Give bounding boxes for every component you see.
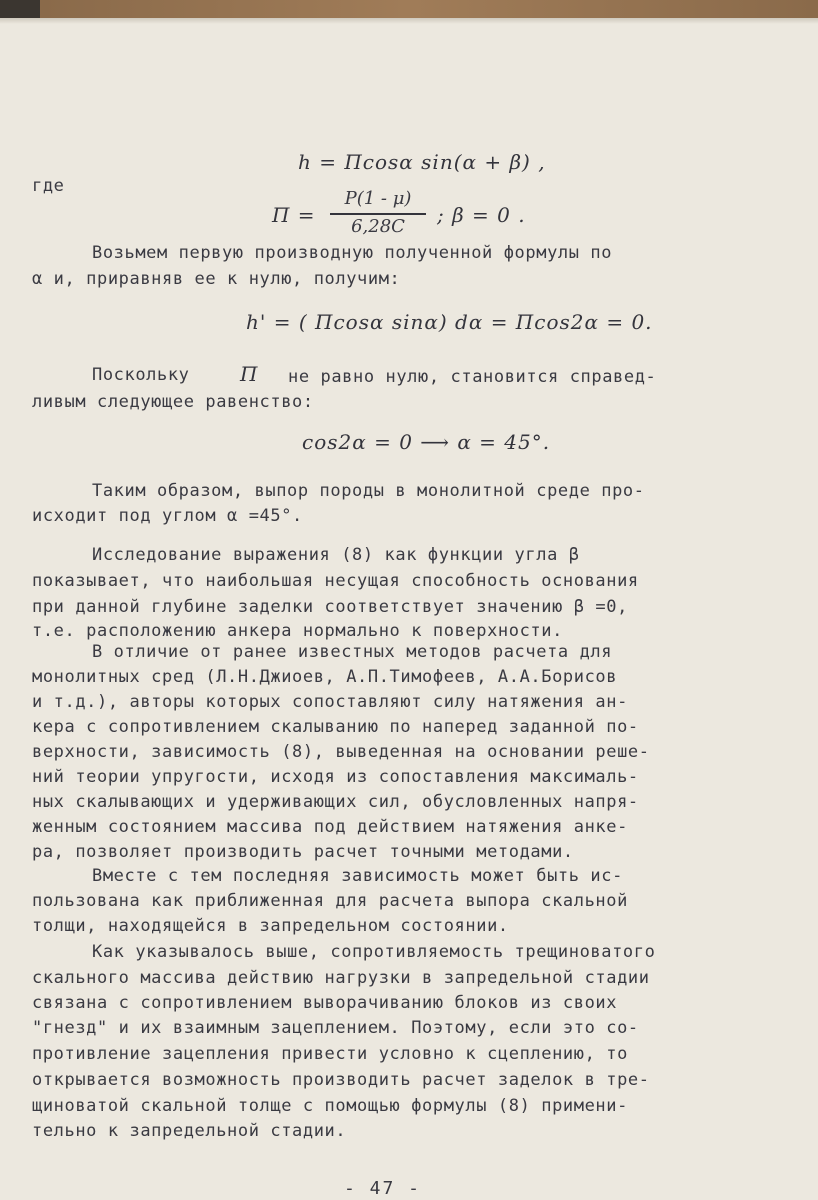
formula-h: h = Пcosα sin(α + β) , [298, 150, 546, 174]
symbol-pi: П [240, 362, 258, 386]
text-line: Исследование выражения (8) как функции угла β [92, 545, 580, 565]
text-line: женным состоянием массива под действием натяжения анке- [32, 817, 628, 837]
text-line: исходит под углом α =45°. [32, 506, 303, 526]
text-line: показывает, что наибольшая несущая способность основания [32, 571, 639, 591]
text-line: тельно к запредельной стадии. [32, 1121, 347, 1141]
text-line: Поскольку [92, 365, 190, 385]
text-line: не равно нулю, становится справед- [288, 367, 657, 387]
formula-derivative: h' = ( Пcosα sinα) dα = Пcos2α = 0. [246, 310, 653, 334]
formula-p-lhs: П = [272, 203, 316, 227]
text-line: Возьмем первую производную полученной формулы по [92, 243, 613, 263]
text-line: В отличие от ранее известных методов расчета для [92, 642, 613, 662]
text-line: открывается возможность производить расчет заделок в тре- [32, 1070, 650, 1090]
text-line: ливым следующее равенство: [32, 392, 314, 412]
text-line: т.е. расположению анкера нормально к поверхности. [32, 621, 563, 641]
text-line: толщи, находящейся в запредельном состоянии. [32, 916, 509, 936]
formula-beta: ; β = 0 . [437, 203, 526, 227]
text-line: монолитных сред (Л.Н.Джиоев, А.П.Тимофеев, А.А.Борисов [32, 667, 618, 687]
fraction-bar [330, 213, 426, 215]
text-line: связана с сопротивлением выворачиванию блоков из своих [32, 993, 618, 1013]
text-line: верхности, зависимость (8), выведенная на основании реше- [32, 742, 650, 762]
text-line: кера с сопротивлением скалыванию по наперед заданной по- [32, 717, 639, 737]
page-number: - 47 - [344, 1178, 422, 1199]
text-line: ра, позволяет производить расчет точными методами. [32, 842, 574, 862]
text-line: ных скалывающих и удерживающих сил, обусловленных напря- [32, 792, 639, 812]
text-line: ний теории упругости, исходя из сопоставления максималь- [32, 767, 639, 787]
text-line: щиноватой скальной толще с помощью формулы (8) примени- [32, 1096, 628, 1116]
text-line: пользована как приближенная для расчета выпора скальной [32, 891, 628, 911]
text-line: α и, приравняв ее к нулю, получим: [32, 269, 401, 289]
text-line: "гнезд" и их взаимным зацеплением. Поэтому, если это со- [32, 1018, 639, 1038]
formula-p-denominator: 6,28C [351, 216, 405, 237]
formula-cos2a: cos2α = 0 ⟶ α = 45°. [302, 430, 551, 454]
text-line: Вместе с тем последняя зависимость может быть ис- [92, 866, 623, 886]
formula-p-numerator: P(1 - μ) [344, 188, 412, 209]
text-line: скального массива действию нагрузки в запредельной стадии [32, 968, 650, 988]
text-line: Таким образом, выпор породы в монолитной среде про- [92, 481, 645, 501]
text-line: Как указывалось выше, сопротивляемость трещиноватого [92, 942, 656, 962]
text-line: и т.д.), авторы которых сопоставляют силу натяжения ан- [32, 692, 628, 712]
text-line: противление зацепления привести условно к сцеплению, то [32, 1044, 628, 1064]
text-line: при данной глубине заделки соответствует значению β =0, [32, 597, 628, 617]
label-where: где [32, 176, 65, 196]
